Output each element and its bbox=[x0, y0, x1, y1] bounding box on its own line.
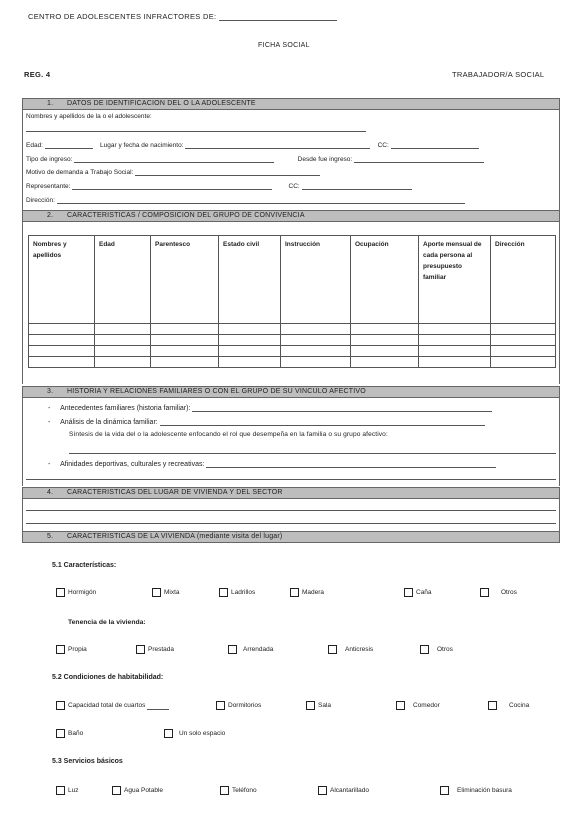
section-title: CARACTERISTICAS DEL LUGAR DE VIVIENDA Y DEL SECTOR bbox=[67, 489, 283, 496]
table-row bbox=[29, 335, 556, 346]
table-cell[interactable] bbox=[151, 346, 219, 357]
representante-row bbox=[26, 182, 412, 190]
sec4-line-2[interactable] bbox=[26, 516, 556, 524]
checkbox[interactable] bbox=[318, 786, 327, 795]
section-number: 4. bbox=[47, 489, 54, 496]
opt-hormigon[interactable] bbox=[56, 588, 96, 597]
nombres-field[interactable] bbox=[26, 124, 366, 132]
antecedentes-field[interactable] bbox=[192, 404, 492, 412]
table-cell[interactable] bbox=[491, 346, 556, 357]
servicios-subtitle: 5.3 Servicios básicos bbox=[52, 758, 123, 765]
opt-bano[interactable] bbox=[56, 729, 83, 738]
tipo-label: Tipo de ingreso: bbox=[26, 156, 73, 163]
direccion-row bbox=[26, 196, 465, 204]
desde-label: Desde fue ingreso: bbox=[297, 156, 353, 163]
table-cell[interactable] bbox=[219, 357, 281, 368]
table-cell[interactable] bbox=[95, 346, 151, 357]
representante-field[interactable] bbox=[72, 182, 272, 190]
checkbox[interactable] bbox=[56, 701, 65, 710]
ci-field[interactable] bbox=[302, 182, 412, 190]
table-row bbox=[29, 346, 556, 357]
sec4-line-1[interactable] bbox=[26, 503, 556, 511]
table-row bbox=[29, 324, 556, 335]
table-cell[interactable] bbox=[29, 324, 95, 335]
section-3-header bbox=[22, 386, 560, 398]
analisis-field[interactable] bbox=[160, 418, 485, 426]
checkbox[interactable] bbox=[420, 645, 429, 654]
checkbox[interactable] bbox=[220, 786, 229, 795]
opt-mixta[interactable] bbox=[152, 588, 180, 597]
table-cell[interactable] bbox=[491, 324, 556, 335]
checkbox[interactable] bbox=[440, 786, 449, 795]
table-cell[interactable] bbox=[151, 357, 219, 368]
opt-cocina[interactable] bbox=[488, 701, 529, 710]
table-cell[interactable] bbox=[219, 335, 281, 346]
opt-otros-tenencia[interactable] bbox=[420, 645, 453, 654]
opt-sala[interactable] bbox=[306, 701, 331, 710]
table-cell[interactable] bbox=[29, 357, 95, 368]
opt-alcantarillado[interactable] bbox=[318, 786, 369, 795]
table-cell[interactable] bbox=[29, 346, 95, 357]
centro-text: CENTRO DE ADOLESCENTES INFRACTORES DE: bbox=[28, 12, 217, 21]
section-2-header bbox=[22, 210, 560, 222]
table-cell[interactable] bbox=[95, 357, 151, 368]
opt-label: Madera bbox=[302, 589, 325, 597]
table-cell[interactable] bbox=[419, 357, 491, 368]
table-cell[interactable] bbox=[29, 335, 95, 346]
habitabilidad-subtitle: 5.2 Condiciones de habitabilidad: bbox=[52, 674, 164, 681]
table-cell[interactable] bbox=[281, 346, 351, 357]
family-table bbox=[28, 235, 556, 368]
desde-field[interactable] bbox=[354, 155, 484, 163]
table-cell[interactable] bbox=[351, 324, 419, 335]
opt-label: Hormigón bbox=[68, 589, 97, 597]
table-cell[interactable] bbox=[419, 324, 491, 335]
ci-label: CC: bbox=[288, 183, 300, 190]
reg-label: REG. 4 bbox=[24, 70, 51, 79]
motivo-label: Motivo de demanda a Trabajo Social: bbox=[26, 169, 134, 176]
opt-label: Dormitorios bbox=[228, 702, 262, 710]
table-cell[interactable] bbox=[219, 346, 281, 357]
nombres-line-row bbox=[26, 124, 366, 132]
section-1-header bbox=[22, 98, 560, 110]
afinidades-label: Afinidades deportivas, culturales y recreativas: bbox=[60, 461, 205, 468]
col-nombres: Nombres y apellidos bbox=[29, 236, 95, 324]
opt-comedor[interactable] bbox=[396, 701, 440, 710]
tipo-row bbox=[26, 155, 484, 163]
opt-label: Comedor bbox=[413, 702, 440, 710]
antecedentes-row: - Antecedentes familiares (historia familiar): bbox=[48, 404, 492, 412]
checkbox[interactable] bbox=[228, 645, 237, 654]
opt-propia[interactable] bbox=[56, 645, 87, 654]
checkbox[interactable] bbox=[56, 645, 65, 654]
sintesis-field[interactable] bbox=[69, 446, 556, 454]
col-instruccion: Instrucción bbox=[281, 236, 351, 324]
section-title: CARACTERISTICAS DE LA VIVIENDA (mediante visita del lugar) bbox=[67, 533, 283, 540]
representante-label: Representante: bbox=[26, 183, 71, 190]
table-header-row bbox=[29, 236, 556, 324]
opt-label: Ladrillos bbox=[231, 589, 256, 597]
opt-capacidad[interactable] bbox=[56, 701, 169, 710]
opt-label: Luz bbox=[68, 787, 79, 795]
opt-otros[interactable] bbox=[480, 588, 517, 597]
table-cell[interactable] bbox=[419, 346, 491, 357]
col-ocupacion: Ocupación bbox=[351, 236, 419, 324]
section-4-header bbox=[22, 487, 560, 499]
opt-label: Teléfono bbox=[232, 787, 257, 795]
opt-label: Sala bbox=[318, 702, 332, 710]
checkbox[interactable] bbox=[56, 588, 65, 597]
opt-telefono[interactable] bbox=[220, 786, 257, 795]
col-aporte: Aporte mensual de cada persona al presupuesto familiar bbox=[419, 236, 491, 324]
checkbox[interactable] bbox=[290, 588, 299, 597]
opt-prestada[interactable] bbox=[136, 645, 174, 654]
ci-field[interactable] bbox=[391, 141, 479, 149]
opt-label: Capacidad total de cuartos bbox=[68, 702, 146, 710]
table-cell[interactable] bbox=[491, 335, 556, 346]
opt-label: Prestada bbox=[148, 646, 175, 654]
opt-label: Baño bbox=[68, 730, 84, 738]
tipo-field[interactable] bbox=[74, 155, 274, 163]
afinidades-row: - Afinidades deportivas, culturales y recreativas: bbox=[48, 460, 496, 468]
opt-label: Otros bbox=[501, 589, 517, 597]
checkbox[interactable] bbox=[56, 786, 65, 795]
checkbox[interactable] bbox=[56, 729, 65, 738]
table-cell[interactable] bbox=[281, 335, 351, 346]
section-number: 2. bbox=[47, 212, 54, 219]
antecedentes-label: Antecedentes familiares (historia familiar): bbox=[60, 405, 191, 412]
opt-label: Caña bbox=[416, 589, 432, 597]
ci-label: CC: bbox=[377, 142, 389, 149]
section-number: 1. bbox=[47, 100, 54, 107]
table-cell[interactable] bbox=[281, 357, 351, 368]
table-cell[interactable] bbox=[419, 335, 491, 346]
trabajador-label: TRABAJADOR/A SOCIAL bbox=[452, 70, 545, 79]
sec3-extra-line[interactable] bbox=[26, 472, 556, 480]
checkbox[interactable] bbox=[219, 588, 228, 597]
checkbox[interactable] bbox=[164, 729, 173, 738]
table-cell[interactable] bbox=[95, 324, 151, 335]
checkbox[interactable] bbox=[328, 645, 337, 654]
checkbox[interactable] bbox=[152, 588, 161, 597]
opt-label: Cocina bbox=[509, 702, 530, 710]
motivo-row bbox=[26, 168, 320, 176]
opt-label: Un solo espacio bbox=[179, 730, 226, 738]
section-number: 3. bbox=[47, 388, 54, 395]
opt-anticresis[interactable] bbox=[328, 645, 373, 654]
checkbox[interactable] bbox=[306, 701, 315, 710]
checkbox[interactable] bbox=[404, 588, 413, 597]
afinidades-field[interactable] bbox=[206, 460, 496, 468]
analisis-label: Análisis de la dinámica familiar: bbox=[60, 419, 158, 426]
section-title: CARACTERISTICAS / COMPOSICION DEL GRUPO DE CONVIVENCIA bbox=[67, 212, 305, 219]
direccion-label: Dirección: bbox=[26, 197, 55, 204]
opt-label: Mixta bbox=[164, 589, 180, 597]
nombres-row bbox=[26, 113, 152, 120]
opt-label: Anticresis bbox=[345, 646, 374, 654]
checkbox[interactable] bbox=[136, 645, 145, 654]
checkbox[interactable] bbox=[480, 588, 489, 597]
centro-label bbox=[28, 12, 337, 21]
opt-arrendada[interactable] bbox=[228, 645, 273, 654]
nombres-label: Nombres y apellidos de la o el adolescente: bbox=[26, 113, 152, 120]
opt-luz[interactable] bbox=[56, 786, 78, 795]
edad-label: Edad: bbox=[26, 142, 43, 149]
opt-cana[interactable] bbox=[404, 588, 432, 597]
sintesis-text: Síntesis de la vida del o la adolescente enfocando el rol que desempeña en la familia o su grupo afectivo: bbox=[69, 431, 388, 438]
checkbox[interactable] bbox=[396, 701, 405, 710]
analisis-row: - Análisis de la dinámica familiar: bbox=[48, 418, 485, 426]
edad-field[interactable] bbox=[45, 141, 93, 149]
opt-un-solo-espacio[interactable] bbox=[164, 729, 225, 738]
opt-label: Otros bbox=[437, 646, 453, 654]
motivo-field[interactable] bbox=[135, 168, 320, 176]
table-cell[interactable] bbox=[281, 324, 351, 335]
table-cell[interactable] bbox=[351, 346, 419, 357]
capacidad-field[interactable] bbox=[147, 702, 169, 710]
section-title: HISTORIA Y RELACIONES FAMILIARES O CON EL GRUPO DE SU VINCULO AFECTIVO bbox=[67, 388, 366, 395]
edad-row bbox=[26, 141, 479, 149]
opt-ladrillos[interactable] bbox=[219, 588, 255, 597]
checkbox[interactable] bbox=[216, 701, 225, 710]
tenencia-subtitle: Tenencia de la vivienda: bbox=[68, 619, 146, 626]
table-cell[interactable] bbox=[151, 324, 219, 335]
section-title: DATOS DE IDENTIFICACION DEL O LA ADOLESCENTE bbox=[67, 100, 256, 107]
col-parentesco: Parentesco bbox=[151, 236, 219, 324]
lugar-field[interactable] bbox=[185, 141, 370, 149]
section-5-header bbox=[22, 531, 560, 543]
table-cell[interactable] bbox=[351, 357, 419, 368]
opt-label: Arrendada bbox=[243, 646, 274, 654]
col-estado-civil: Estado civil bbox=[219, 236, 281, 324]
opt-madera[interactable] bbox=[290, 588, 324, 597]
opt-label: Eliminación basura bbox=[457, 787, 512, 795]
opt-eliminacion[interactable] bbox=[440, 786, 512, 795]
opt-dormitorios[interactable] bbox=[216, 701, 261, 710]
table-cell[interactable] bbox=[491, 357, 556, 368]
direccion-field[interactable] bbox=[57, 196, 465, 204]
opt-label: Propia bbox=[68, 646, 87, 654]
table-cell[interactable] bbox=[95, 335, 151, 346]
ficha-social-title: FICHA SOCIAL bbox=[258, 42, 310, 49]
centro-field[interactable] bbox=[219, 13, 337, 21]
table-cell[interactable] bbox=[151, 335, 219, 346]
opt-label: Agua Potable bbox=[124, 787, 164, 795]
table-cell[interactable] bbox=[351, 335, 419, 346]
checkbox[interactable] bbox=[488, 701, 497, 710]
col-direccion: Dirección bbox=[491, 236, 556, 324]
table-cell[interactable] bbox=[219, 324, 281, 335]
opt-label: Alcantarillado bbox=[330, 787, 370, 795]
section-number: 5. bbox=[47, 533, 54, 540]
caracteristicas-subtitle: 5.1 Características: bbox=[52, 562, 117, 569]
table-row bbox=[29, 357, 556, 368]
lugar-label: Lugar y fecha de nacimiento: bbox=[100, 142, 184, 149]
col-edad: Edad bbox=[95, 236, 151, 324]
opt-agua[interactable] bbox=[112, 786, 163, 795]
checkbox[interactable] bbox=[112, 786, 121, 795]
